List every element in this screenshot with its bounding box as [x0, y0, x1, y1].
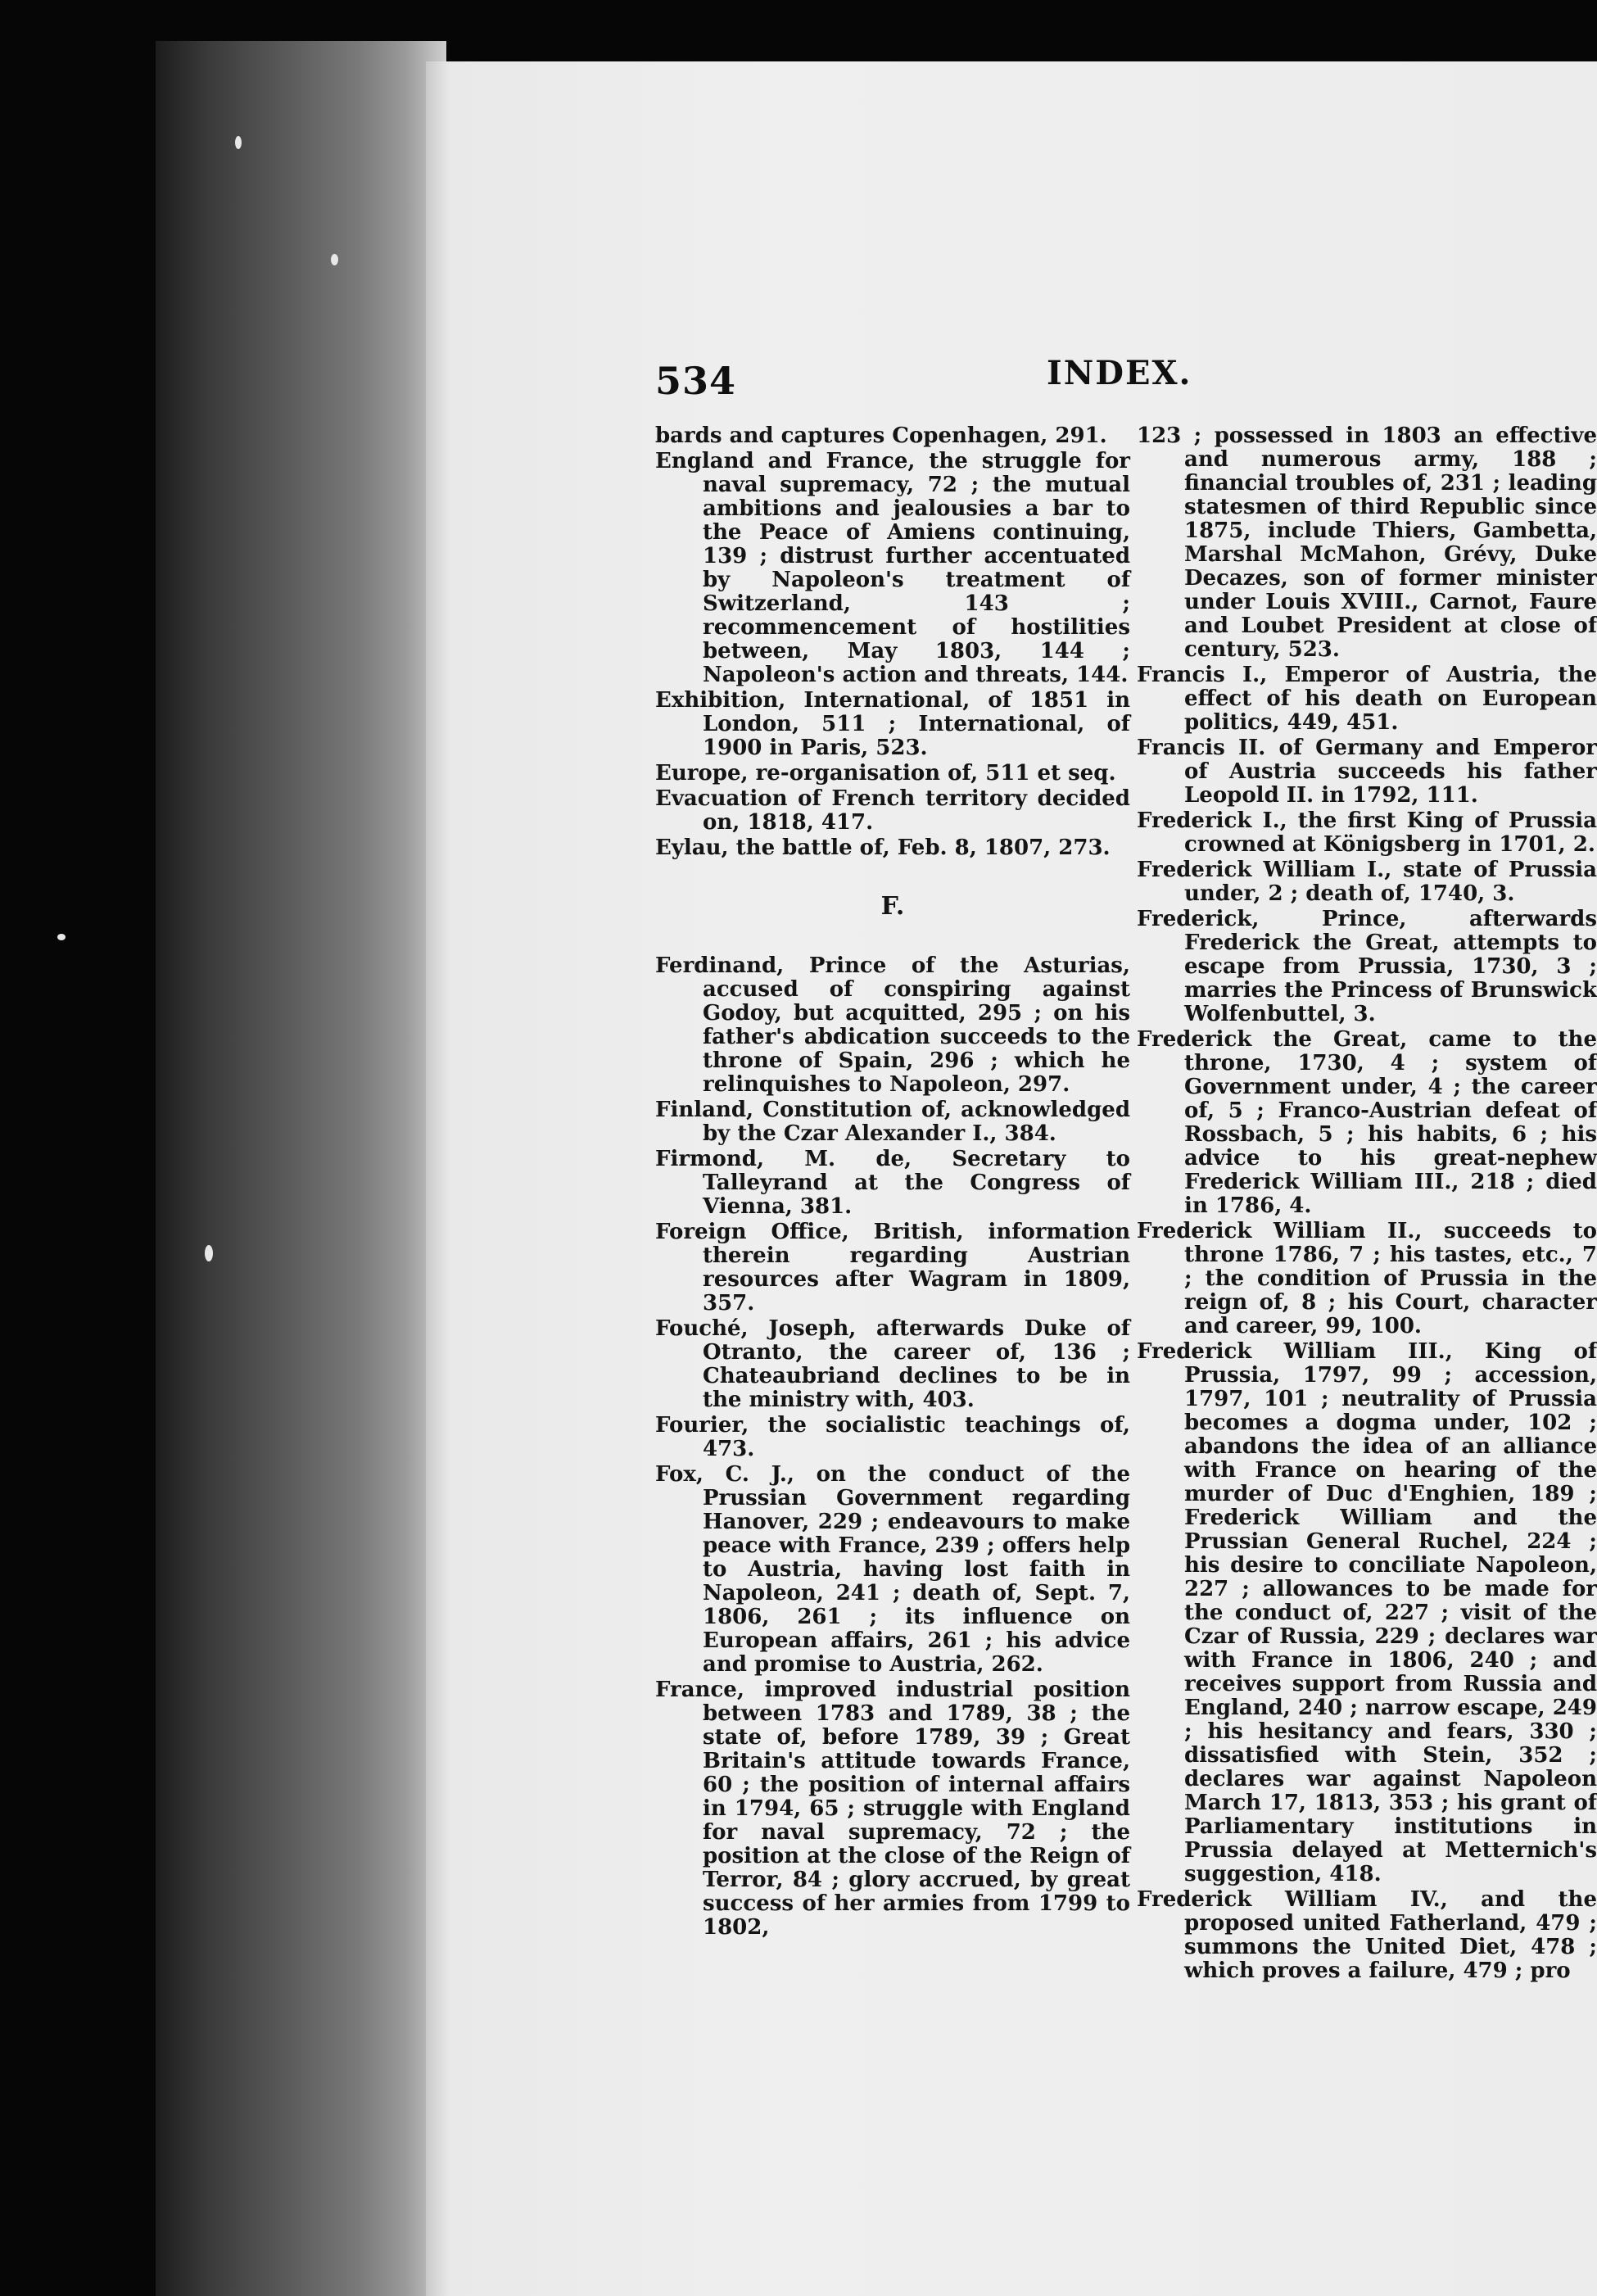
dust-speck [235, 136, 242, 149]
section-letter: F. [880, 892, 905, 921]
index-entry: Finland, Constitution of, acknowledged by the Czar Alexander I., 384. [655, 1098, 1130, 1146]
index-entry: France, improved industrial position between 1783 and 1789, 38 ; the state of, before 1789, 39 ; Great Britain's attitude towards France, 60 ; the position of internal affairs in 1794, 65 ; struggle with England for naval supremacy, 72 ; the position at the close of the Reign of Terror, 84 ; glory accrued, by great success of her armies from 1799 to 1802, [655, 1678, 1130, 1940]
index-entry: Evacuation of French territory decided on, 1818, 417. [655, 786, 1130, 835]
index-entry: Europe, re-organisation of, 511 et seq. [655, 761, 1116, 786]
index-entry: 123 ; possessed in 1803 an effective and numerous army, 188 ; financial troubles of, 231 ; leading statesmen of third Republic since 1875, include Thiers, Gambetta, Marshal McMahon, Grévy, Duke Decazes, son of former minister under Louis XVIII., Carnot, Faure and Loubet President at close of century, 523. [1137, 423, 1597, 662]
index-entry: Francis II. of Germany and Emperor of Austria succeeds his father Leopold II. in 1792, 111. [1137, 736, 1597, 808]
index-entry: Fouché, Joseph, afterwards Duke of Otranto, the career of, 136 ; Chateaubriand declines to be in the ministry with, 403. [655, 1316, 1130, 1412]
index-entry: England and France, the struggle for naval supremacy, 72 ; the mutual ambitions and jealousies a bar to the Peace of Amiens continuing, 139 ; distrust further accentuated by Napoleon's treatment of Switzerland, 143 ; recommencement of hostilities between, May 1803, 144 ; Napoleon's action and threats, 144. [655, 449, 1130, 687]
dust-speck [205, 1245, 213, 1261]
index-entry: Fourier, the socialistic teachings of, 473. [655, 1413, 1130, 1461]
book-page-edges [156, 41, 446, 2296]
index-entry: Frederick William I., state of Prussia under, 2 ; death of, 1740, 3. [1137, 858, 1597, 906]
dust-speck [57, 934, 66, 940]
page-header [655, 352, 1474, 410]
index-entry: Frederick William II., succeeds to throne 1786, 7 ; his tastes, etc., 7 ; the condition of Prussia in the reign of, 8 ; his Court, character and career, 99, 100. [1137, 1219, 1597, 1338]
index-entry: Exhibition, International, of 1851 in London, 511 ; International, of 1900 in Paris, 523. [655, 688, 1130, 760]
index-column-right [1137, 424, 1597, 1985]
index-column-left [655, 424, 1130, 1941]
index-entry: Frederick, Prince, afterwards Frederick the Great, attempts to escape from Prussia, 1730, 3 ; marries the Princess of Brunswick Wolfenbuttel, 3. [1137, 907, 1597, 1026]
running-title: INDEX. [1047, 354, 1192, 392]
index-entry: Frederick William IV., and the proposed united Fatherland, 479 ; summons the United Diet, 478 ; which proves a failure, 479 ; pro [1137, 1887, 1597, 1983]
index-entry: Eylau, the battle of, Feb. 8, 1807, 273. [655, 836, 1111, 860]
index-entry: Firmond, M. de, Secretary to Talleyrand at the Congress of Vienna, 381. [655, 1147, 1130, 1219]
index-entry: Fox, C. J., on the conduct of the Prussian Government regarding Hanover, 229 ; endeavours to make peace with France, 239 ; offers help to Austria, having lost faith in Napoleon, 241 ; death of, Sept. 7, 1806, 261 ; its influence on European affairs, 261 ; his advice and promise to Austria, 262. [655, 1462, 1130, 1677]
dust-speck [331, 254, 338, 265]
index-entry: Frederick I., the first King of Prussia crowned at Königsberg in 1701, 2. [1137, 808, 1597, 857]
index-entry: Ferdinand, Prince of the Asturias, accused of conspiring against Godoy, but acquitted, 295 ; on his father's abdication succeeds to the throne of Spain, 296 ; which he relinquishes to Napoleon, 297. [655, 953, 1130, 1097]
index-entry: Frederick the Great, came to the throne, 1730, 4 ; system of Government under, 4 ; the career of, 5 ; Franco-Austrian defeat of Rossbach, 5 ; his habits, 6 ; his advice to his great-nephew Frederick William III., 218 ; died in 1786, 4. [1137, 1027, 1597, 1218]
page-number: 534 [655, 359, 737, 403]
index-entry: Foreign Office, British, information therein regarding Austrian resources after Wagram in 1809, 357. [655, 1220, 1130, 1316]
index-entry: Frederick William III., King of Prussia, 1797, 99 ; accession, 1797, 101 ; neutrality of Prussia becomes a dogma under, 102 ; abandons the idea of an alliance with France on hearing of the murder of Duc d'Enghien, 189 ; Frederick William and the Prussian General Ruchel, 224 ; his desire to conciliate Napoleon, 227 ; allowances to be made for the conduct of, 227 ; visit of the Czar of Russia, 229 ; declares war with France in 1806, 240 ; and receives support from Russia and England, 240 ; narrow escape, 249 ; his hesitancy and fears, 330 ; dissatisfied with Stein, 352 ; declares war against Napoleon March 17, 1813, 353 ; his grant of Parliamentary institutions in Prussia delayed at Metternich's suggestion, 418. [1137, 1339, 1597, 1886]
index-entry: Francis I., Emperor of Austria, the effect of his death on European politics, 449, 451. [1137, 663, 1597, 735]
index-entry: bards and captures Copenhagen, 291. [655, 423, 1107, 448]
